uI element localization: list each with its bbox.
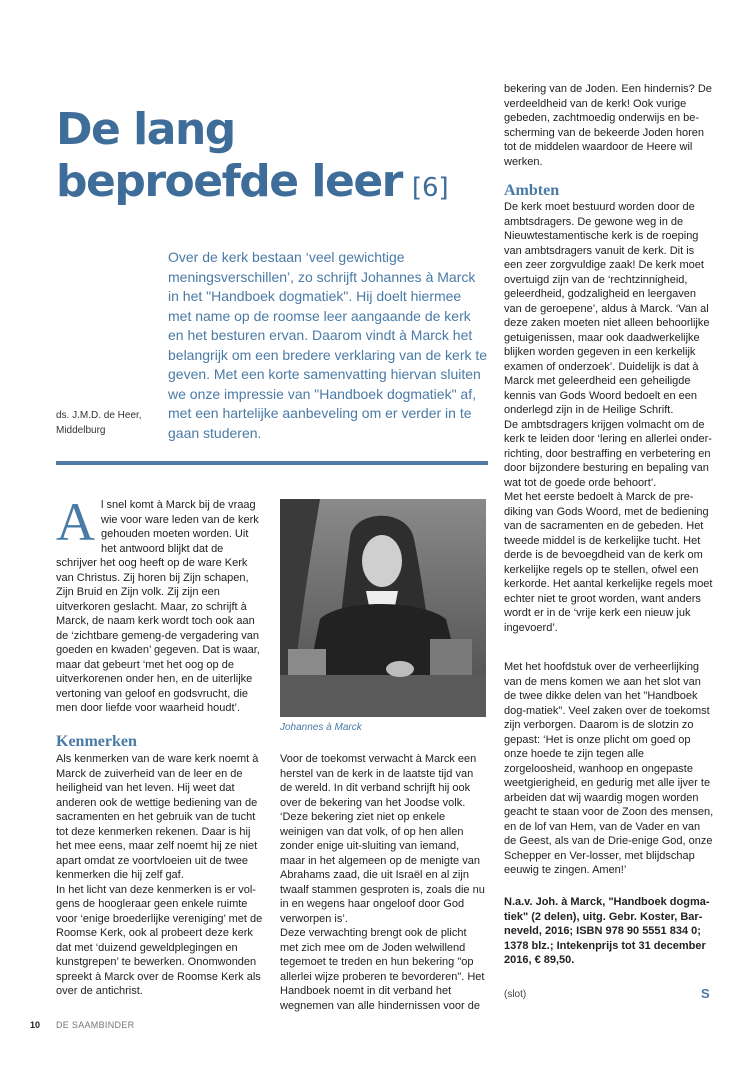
col3-paragraph-2: De kerk moet bestuurd worden door de ambtsdragers. De gewone weg in de Nieuwtestamentische kerk is de roeping van ambtsdragers vanuit de kerk. Dit is een zeer zorgvuldige zaak! De kerk moet overtuigd zijn van de ‘rechtzinnigheid, geleerdheid, godzaligheid en leergaven van de geroepene’, aldus à Marck. ‘Van al deze zaken moeten niet alleen behoorlijke getuigenissen, maar ook daadwerkelijke blijken worden gegeven in een kerkelijk examen of onderzoek’. Duidelijk is dat à Marck met geleerdheid een geheiligde kennis van Gods Woord bedoelt en een onderlegd zijn in de Heilige Schrift.: [504, 201, 710, 416]
section-divider: [56, 461, 488, 465]
author-name: ds. J.M.D. de Heer,: [56, 410, 142, 421]
col1-paragraph-1: l snel komt à Marck bij de vraag wie voor ware leden van de kerk gehouden moeten worden. Uit het antwoord blijkt dat de schrijver het oog heeft op de ware Kerk van Christus. Zij horen bij Zijn schapen, Zijn Bruid en Zijn volk. Zij zijn een uitverkoren geslacht. Maar, zo schrijft à Marck, de naam kerk wordt toch ook aan de ‘zichtbare gemeng-de vergadering van goeden en kwaden’ gegeven. Dat is waar, maar dat gebeurt ‘met het oog op de uitverkorenen onder hen, en de uiterlijke vertoning van geloof en godsvrucht, die men door liefde voor waarheid houdt’.: [56, 499, 260, 714]
portrait-caption: Johannes à Marck: [280, 722, 362, 733]
author-byline: [56, 408, 156, 438]
column-1-top: [56, 492, 264, 716]
column-2: [280, 752, 486, 1013]
portrait-image: [280, 499, 486, 717]
portrait-engraving: [280, 499, 486, 717]
publication-name: DE SAAMBINDER: [56, 1020, 135, 1030]
page-number: 10: [30, 1020, 41, 1030]
col3-paragraph-4: Met het eerste bedoelt à Marck de pre-diking van Gods Woord, met de bediening van de sacramenten en de gebeden. Het tweede middel is de kerkelijke tucht. Het derde is de bevoegdheid van de kerk om kerkelijke regels op te stellen, ofwel een kerkorde. Het aantal kerkelijke regels moet echter niet te groot worden, want anders wordt er in de ‘vrije kerk een nieuw juk ingevoerd’.: [504, 491, 713, 634]
heading-kenmerken: Kenmerken: [56, 733, 137, 750]
part-number: [6]: [411, 173, 449, 203]
book-source-text: N.a.v. Joh. à Marck, "Handboek dogma-tiek" (2 delen), uitg. Gebr. Koster, Bar-neveld, 2016; ISBN 978 90 5551 834 0; 1378 blz.; Intekenprijs tot 31 december 2016, € 89,50.: [504, 896, 710, 966]
title-line-1: De lang: [56, 104, 235, 155]
col3-paragraph-5: Met het hoofdstuk over de verheerlijking van de mens komen we aan het slot van de twee dikke delen van het "Handboek dog-matiek". Veel zaken over de toekomst zijn verborgen. Daarom is de slotzin zo gepast: ‘Het is onze plicht om goed op onze hoede te zijn tegen alle zorgeloosheid, wanhoop en ongepaste weetgierigheid, en gedurig met alle ijver te arbeiden dat wij waardig mogen worden geacht te staan voor de Zoon des mensen, en de lof van Hem, van de Vader en van de Geest, als van de Drie-enige God, onze Schepper en Ver-losser, met blijdschap eeuwig te zingen. Amen!’: [504, 661, 714, 876]
end-mark-icon: S: [701, 986, 710, 1001]
column-3-top: [504, 82, 714, 169]
col3-paragraph-1: bekering van de Joden. Een hindernis? De verdeeldheid van de kerk! Ook vurige gebeden, zachtmoedig onderwijs en be-scherming van de bekeerde Joden horen tot de middelen waardoor de Heere wil werken.: [504, 83, 712, 168]
col2-paragraph-2: Deze verwachting brengt ook de plicht met zich mee om de Joden welwillend tegemoet te treden en hun bekering "op allerlei wijze proberen te bevorderen". Het Handboek noemt in dit verband het wegnemen van alle hindernissen voor de: [280, 927, 485, 1012]
article-title: [56, 104, 496, 214]
col1-paragraph-2: Als kenmerken van de ware kerk noemt à Marck de zuiverheid van de leer en de heiligheid van het leven. Hij weet dat anderen ook de wettige bediening van de sacramenten en het gebruik van de tucht tot deze kenmerken rekenen. Daar is hij het mee eens, maar zelf noemt hij ze niet apart omdat ze voortvloeien uit de twee kenmerken die hij zelf gaf.: [56, 753, 259, 881]
column-3-bottom: [504, 660, 714, 878]
book-source: [504, 895, 714, 968]
col3-paragraph-3: De ambtsdragers krijgen volmacht om de kerk te leiden door ‘lering en allerlei onder-richting, door bestraffing en verbetering en door bijzondere besturing en bepaling van wat tot de goede orde behoort’.: [504, 418, 712, 489]
col1-paragraph-3: In het licht van deze kenmerken is er vol-gens de hoogleraar geen enkele ruimte voor ‘enige broederlijke vereniging’ met de Roomse Kerk, ook al probeert deze kerk dat met ‘duizend geweldplegingen en kunstgrepen’ te bewerken. Onomwonden spreekt à Marck over de Roomse Kerk als over de antichrist.: [56, 883, 263, 997]
column-1-bottom: [56, 752, 264, 999]
title-line-2: beproefde leer: [56, 156, 402, 207]
column-3-middle: [504, 200, 714, 635]
heading-ambten: Ambten: [504, 182, 560, 199]
col2-paragraph-1: Voor de toekomst verwacht à Marck een herstel van de kerk in de laatste tijd van de wereld. In dit verband schrijft hij ook over de bekering van het Joodse volk. ‘Deze bekering ziet niet op enkele weinigen van dat volk, of op hen allen zonder enige uit-sluiting van iemand, maar in het algemeen op de menigte van Abrahams zaad, die uit Israël en al zijn twaalf stammen gesproten is, zoals die nu in en wegens haar ongeloof door God verworpen is’.: [280, 753, 485, 925]
drop-cap: A: [56, 492, 95, 552]
intro-text: Over de kerk bestaan ‘veel gewichtige meningsverschillen’, zo schrijft Johannes à Marck in het "Handboek dogmatiek". Hij doelt hiermee met name op de roomse leer aangaande de kerk en het besturen ervan. Daarom vindt à Marck het belangrijk om een bredere verklaring van de kerk te geven. Met een korte samenvatting hiervan sluiten we onze impressie van "Handboek dogmatiek" af, met een hartelijke aanbeveling om er verder in te gaan studeren.: [168, 249, 488, 441]
slot-label: (slot): [504, 989, 527, 1000]
author-place: Middelburg: [56, 425, 106, 436]
